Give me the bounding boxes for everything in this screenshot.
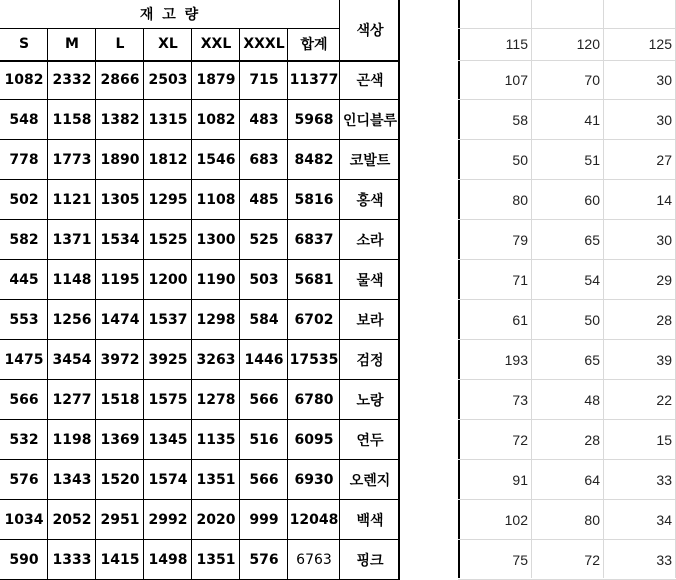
stock-cell[interactable]: 11377: [289, 72, 339, 88]
stock-cell[interactable]: 503: [249, 272, 279, 288]
quantity-cell[interactable]: 64: [584, 472, 600, 488]
stock-cell[interactable]: 2503: [148, 72, 188, 88]
stock-cell[interactable]: 2992: [148, 512, 188, 528]
table-border-horizontal: [0, 379, 400, 380]
stock-cell[interactable]: 1082: [196, 112, 236, 128]
stock-cell[interactable]: 1195: [100, 272, 140, 288]
stock-cell[interactable]: 1082: [4, 72, 44, 88]
table-border-vertical: [239, 28, 240, 580]
stock-cell[interactable]: 2866: [100, 72, 140, 88]
stock-cell[interactable]: 8482: [294, 152, 334, 168]
quantity-cell[interactable]: 14: [656, 192, 672, 208]
quantity-cell[interactable]: 73: [512, 392, 528, 408]
color-name-cell[interactable]: 보라: [356, 313, 384, 329]
stock-cell[interactable]: 1108: [196, 192, 236, 208]
stock-cell[interactable]: 1034: [4, 512, 44, 528]
stock-cell[interactable]: 1345: [148, 432, 188, 448]
color-header-cell[interactable]: 색상: [356, 23, 384, 39]
stock-title-cell[interactable]: 재 고 량: [139, 7, 201, 23]
size-header-cell[interactable]: 합계: [300, 37, 328, 53]
stock-cell[interactable]: 6930: [294, 472, 334, 488]
table-border-vertical: [339, 0, 340, 580]
stock-cell[interactable]: 532: [9, 432, 39, 448]
table-border-horizontal: [0, 60, 400, 62]
stock-cell[interactable]: 6095: [294, 432, 334, 448]
stock-cell[interactable]: 1200: [148, 272, 188, 288]
stock-cell[interactable]: 1879: [196, 72, 236, 88]
stock-cell[interactable]: 1190: [196, 272, 236, 288]
stock-cell[interactable]: 566: [249, 472, 279, 488]
quantity-cell[interactable]: 33: [656, 552, 672, 568]
quantity-cell[interactable]: 33: [656, 472, 672, 488]
quantity-cell[interactable]: 79: [512, 232, 528, 248]
stock-cell[interactable]: 1371: [52, 232, 92, 248]
color-name-cell[interactable]: 홍색: [356, 193, 384, 209]
size-header-cell[interactable]: M: [65, 36, 79, 52]
stock-cell[interactable]: 1475: [4, 352, 44, 368]
stock-cell[interactable]: 582: [9, 232, 39, 248]
size-header-cell[interactable]: 115: [505, 36, 528, 52]
table-border-horizontal: [0, 459, 400, 460]
table-border-horizontal: [0, 139, 400, 140]
stock-cell[interactable]: 1537: [148, 312, 188, 328]
stock-cell[interactable]: 1773: [52, 152, 92, 168]
stock-cell[interactable]: 1415: [100, 552, 140, 568]
stock-cell[interactable]: 584: [249, 312, 279, 328]
stock-cell[interactable]: 566: [249, 392, 279, 408]
stock-cell[interactable]: 5816: [294, 192, 334, 208]
size-header-cell[interactable]: XL: [158, 36, 178, 52]
stock-cell[interactable]: 1315: [148, 112, 188, 128]
stock-cell[interactable]: 1575: [148, 392, 188, 408]
quantity-cell[interactable]: 30: [656, 72, 672, 88]
quantity-cell[interactable]: 80: [512, 192, 528, 208]
quantity-cell[interactable]: 91: [512, 472, 528, 488]
table-border-horizontal: [0, 299, 400, 300]
stock-cell[interactable]: 2951: [100, 512, 140, 528]
stock-cell[interactable]: 502: [9, 192, 39, 208]
stock-cell[interactable]: 1446: [244, 352, 284, 368]
stock-cell[interactable]: 548: [9, 112, 39, 128]
quantity-cell[interactable]: 51: [584, 152, 600, 168]
stock-cell[interactable]: 445: [9, 272, 39, 288]
stock-cell[interactable]: 553: [9, 312, 39, 328]
stock-cell[interactable]: 1158: [52, 112, 92, 128]
quantity-cell[interactable]: 28: [584, 432, 600, 448]
quantity-cell[interactable]: 39: [656, 352, 672, 368]
stock-cell[interactable]: 778: [9, 152, 39, 168]
quantity-cell[interactable]: 60: [584, 192, 600, 208]
stock-cell[interactable]: 1333: [52, 552, 92, 568]
stock-cell[interactable]: 3972: [100, 352, 140, 368]
stock-cell[interactable]: 17535: [289, 352, 339, 368]
table-border-vertical: [95, 28, 96, 580]
stock-cell[interactable]: 12048: [289, 512, 339, 528]
quantity-cell[interactable]: 65: [584, 352, 600, 368]
table-border-horizontal: [0, 99, 400, 100]
stock-cell[interactable]: 1256: [52, 312, 92, 328]
stock-cell[interactable]: 6837: [294, 232, 334, 248]
quantity-cell[interactable]: 107: [504, 72, 528, 88]
quantity-cell[interactable]: 34: [656, 512, 672, 528]
quantity-cell[interactable]: 30: [656, 232, 672, 248]
quantity-cell[interactable]: 50: [584, 312, 600, 328]
stock-cell[interactable]: 1278: [196, 392, 236, 408]
quantity-cell[interactable]: 72: [584, 552, 600, 568]
quantity-cell[interactable]: 54: [584, 272, 600, 288]
stock-cell[interactable]: 1343: [52, 472, 92, 488]
quantity-cell[interactable]: 48: [584, 392, 600, 408]
quantity-cell[interactable]: 61: [512, 312, 528, 328]
stock-cell[interactable]: 3925: [148, 352, 188, 368]
stock-cell[interactable]: 1300: [196, 232, 236, 248]
table-border-vertical: [191, 28, 192, 580]
color-name-cell[interactable]: 곤색: [356, 73, 384, 89]
stock-cell[interactable]: 1198: [52, 432, 92, 448]
stock-cell[interactable]: 3263: [196, 352, 236, 368]
stock-cell[interactable]: 1298: [196, 312, 236, 328]
color-name-cell[interactable]: 검정: [356, 353, 384, 369]
table-border-horizontal: [0, 419, 400, 420]
stock-cell[interactable]: 1546: [196, 152, 236, 168]
size-header-cell[interactable]: XXL: [200, 36, 232, 52]
stock-cell[interactable]: 715: [249, 72, 279, 88]
stock-cell[interactable]: 1369: [100, 432, 140, 448]
size-header-cell[interactable]: L: [115, 36, 125, 52]
color-name-cell[interactable]: 핑크: [356, 553, 384, 569]
table-border-vertical: [47, 28, 48, 580]
quantity-cell[interactable]: 29: [656, 272, 672, 288]
stock-cell[interactable]: 1534: [100, 232, 140, 248]
stock-cell[interactable]: 485: [249, 192, 279, 208]
stock-cell[interactable]: 999: [249, 512, 279, 528]
table-border-horizontal: [0, 219, 400, 220]
stock-cell[interactable]: 1277: [52, 392, 92, 408]
color-name-cell[interactable]: 백색: [356, 513, 384, 529]
stock-cell[interactable]: 1518: [100, 392, 140, 408]
stock-cell[interactable]: 6702: [294, 312, 334, 328]
stock-cell[interactable]: 6780: [294, 392, 334, 408]
quantity-cell[interactable]: 71: [512, 272, 528, 288]
stock-cell[interactable]: 1135: [196, 432, 236, 448]
quantity-cell[interactable]: 30: [656, 112, 672, 128]
color-name-cell[interactable]: 코발트: [349, 153, 391, 169]
stock-cell[interactable]: 1351: [196, 472, 236, 488]
size-header-cell[interactable]: 125: [648, 36, 672, 52]
table-border-vertical: [287, 28, 288, 580]
quantity-cell[interactable]: 22: [656, 392, 672, 408]
stock-cell[interactable]: 2020: [196, 512, 236, 528]
quantity-cell[interactable]: 27: [656, 152, 672, 168]
stock-cell[interactable]: 483: [249, 112, 279, 128]
stock-cell[interactable]: 1520: [100, 472, 140, 488]
stock-cell[interactable]: 576: [9, 472, 39, 488]
stock-cell[interactable]: 1525: [148, 232, 188, 248]
table-border-vertical: [143, 28, 144, 580]
color-name-cell[interactable]: 노랑: [356, 393, 384, 409]
size-header-cell[interactable]: S: [18, 36, 30, 52]
stock-cell[interactable]: 525: [249, 232, 279, 248]
stock-cell[interactable]: 1474: [100, 312, 140, 328]
quantity-cell[interactable]: 193: [504, 352, 528, 368]
size-header-cell[interactable]: XXXL: [243, 36, 285, 52]
color-name-cell[interactable]: 연두: [356, 433, 384, 449]
stock-cell[interactable]: 1890: [100, 152, 140, 168]
stock-cell[interactable]: 576: [249, 552, 279, 568]
stock-cell[interactable]: 6763: [296, 552, 332, 568]
stock-cell[interactable]: 1148: [52, 272, 92, 288]
stock-cell[interactable]: 2332: [52, 72, 92, 88]
quantity-cell[interactable]: 41: [584, 112, 600, 128]
table-border-horizontal: [0, 259, 400, 260]
quantity-cell[interactable]: 65: [584, 232, 600, 248]
table-border-horizontal: [0, 28, 340, 29]
table-border-horizontal: [0, 179, 400, 180]
quantity-cell[interactable]: 58: [512, 112, 528, 128]
quantity-cell[interactable]: 80: [584, 512, 600, 528]
table-border-horizontal: [0, 539, 400, 540]
stock-cell[interactable]: 516: [249, 432, 279, 448]
stock-cell[interactable]: 1574: [148, 472, 188, 488]
color-name-cell[interactable]: 오렌지: [349, 473, 391, 489]
stock-cell[interactable]: 590: [9, 552, 39, 568]
stock-cell[interactable]: 1498: [148, 552, 188, 568]
stock-cell[interactable]: 5681: [294, 272, 334, 288]
stock-cell[interactable]: 2052: [52, 512, 92, 528]
color-name-cell[interactable]: 소라: [356, 233, 384, 249]
stock-cell[interactable]: 5968: [294, 112, 334, 128]
table-border-horizontal: [0, 499, 400, 500]
size-header-cell[interactable]: 120: [576, 36, 600, 52]
stock-cell[interactable]: 1382: [100, 112, 140, 128]
stock-cell[interactable]: 683: [249, 152, 279, 168]
color-name-cell[interactable]: 물색: [356, 273, 384, 289]
stock-cell[interactable]: 1351: [196, 552, 236, 568]
stock-cell[interactable]: 1121: [52, 192, 92, 208]
quantity-cell[interactable]: 102: [504, 512, 528, 528]
table-border-horizontal: [0, 339, 400, 340]
stock-cell[interactable]: 1305: [100, 192, 140, 208]
stock-cell[interactable]: 566: [9, 392, 39, 408]
quantity-cell[interactable]: 28: [656, 312, 672, 328]
stock-cell[interactable]: 1295: [148, 192, 188, 208]
quantity-cell[interactable]: 72: [512, 432, 528, 448]
stock-cell[interactable]: 3454: [52, 352, 92, 368]
table-border-vertical: [398, 0, 400, 580]
quantity-cell[interactable]: 70: [584, 72, 600, 88]
quantity-cell[interactable]: 75: [512, 552, 528, 568]
quantity-cell[interactable]: 50: [512, 152, 528, 168]
color-name-cell[interactable]: 인디블루: [342, 113, 398, 129]
stock-cell[interactable]: 1812: [148, 152, 188, 168]
quantity-cell[interactable]: 15: [656, 432, 672, 448]
